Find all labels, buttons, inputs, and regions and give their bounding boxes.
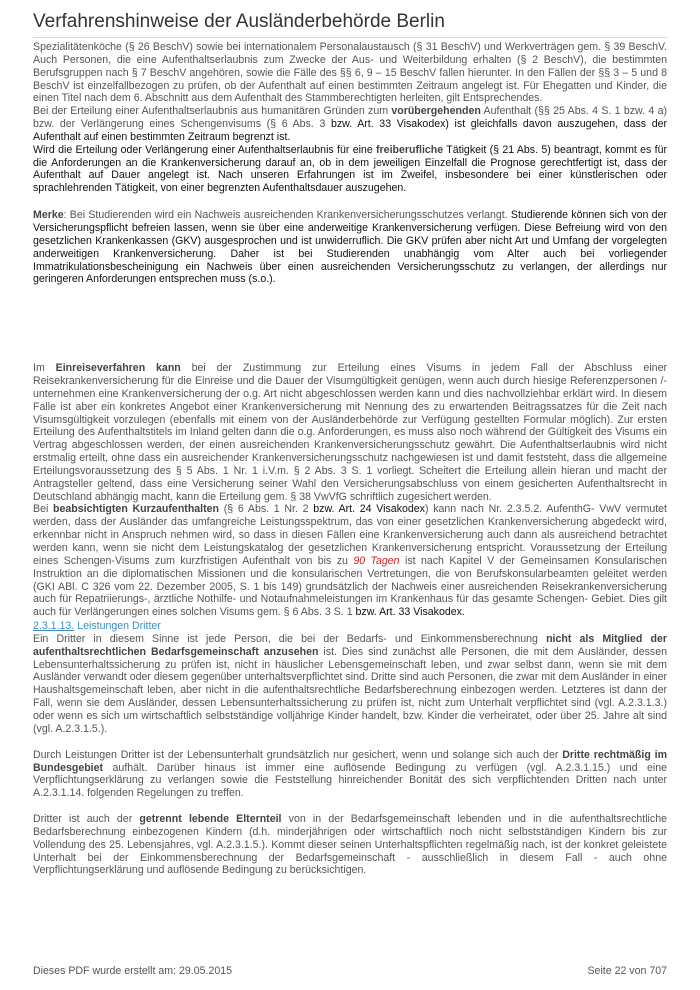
document-body: [33, 41, 667, 877]
paragraph-short-stays: Bei beabsichtigten Kurzaufenthalten (§ 6 Abs. 1 Nr. 2 bzw. Art. 24 Visakodex) kann nach Nr. 2.3.5.2. AufenthG- VwV vermutet werden, dass der Ausländer das umfangreiche Leistungsspektrum, das von einer gesetzlichen Krankenversicherung abgedeckt wird, erkennbar nicht in Anspruch nehmen wird, so dass in diesen Fällen eine Krankenversicherung auch dann als ausreichend betrachtet werden kann, wenn sie nicht dem Leistungskatalog der gesetzlichen Krankenversicherung entspricht. Voraussetzung der Erteilung eines Schengen-Visums zum kurzfristigen Aufenthalt von bis zu 90 Tagen ist nach Kapitel V der Gemeinsamen Konsularischen Instruktion an die diplomatischen Missionen und die konsularischen Vertretungen, die von Berufskonsularbeamten geleitet werden (GKI ABl. C 326 vom 22. Dezember 2005, S. 1 bis 149) grundsätzlich der Nachweis einer ausreichenden Reisekrankenversicherung auch für Repatriierungs-, ärztliche Nothilfe- und Notaufnahmeleistungen im Krankenhaus für das gesamte Schengen- Gebiet. Dies gilt auch für Verlängerungen eines solchen Visums gem. § 6 Abs. 3 S. 1 bzw. Art. 33 Visakodex.: [33, 503, 667, 619]
footer-created-date: Dieses PDF wurde erstellt am: 29.05.2015: [33, 965, 233, 977]
footer-page-number: Seite 22 von 707: [587, 965, 667, 977]
page-title: Verfahrenshinweise der Ausländerbehörde Berlin: [33, 11, 445, 32]
paragraph-third-party-benefits: Durch Leistungen Dritter ist der Lebensunterhalt grundsätzlich nur gesichert, wenn und solange sich auch der Dritte rechtmäßig im Bundesgebiet aufhält. Darüber hinaus ist immer eine auflösende Bedingung zu verfügen (vgl. A.2.3.1.15.) und eine Verpflichtungserklärung zu verlangen sowie die Feststellung hinreichender Bonität des sich verpflichtenden Dritten nach unter A.2.3.1.14. folgenden Regelungen zu treffen.: [33, 748, 667, 800]
highlight-90-days: 90 Tagen: [353, 554, 400, 567]
paragraph-students-note: Merke: Bei Studierenden wird ein Nachweis ausreichenden Krankenversicherungsschutzes verlangt. Studierende können sich von der Versicherungspflicht befreien lassen, wenn sie über eine anderweitige Krankenversicherung verfügen. Diese Befreiung wird von den gesetzlichen Krankenkassen (GKV) ausgesprochen und ist unwiderruflich. Die GKV prüfen aber nicht Art und Umfang der vorgelegten anderweitigen Krankenversicherung. Daher ist bei Studierenden unabhängig vom Alter auch bei vorliegender Immatrikulationsbescheinigung ein Nachweis über einen ausreichenden Versicherungsschutz zu verlangen, der allerdings nur geringeren Anforderungen entsprechen muss (s.o.).: [33, 209, 667, 286]
section-number-link[interactable]: 2.3.1.13.: [33, 620, 75, 633]
paragraph-freelance-activity: Wird die Erteilung oder Verlängerung einer Aufenthaltserlaubnis für eine freiberufliche Tätigkeit (§ 21 Abs. 5) beantragt, kommt es für die Anforderungen an die Krankenversicherung darauf an, ob in dem jeweiligen Einzelfall die Prognose gerechtfertigt ist, dass der Aufenthalt auf Dauer angelegt ist. Nach unseren Erfahrungen ist im Zweifel, insbesondere bei einer künstlerischen oder sprachlehrenden Tätigkeit, von einer begrenzten Aufenthaltsdauer auszugehen.: [33, 143, 667, 195]
section-heading: [33, 620, 667, 633]
paragraph-entry-procedure: Im Einreiseverfahren kann bei der Zustimmung zur Erteilung eines Visums in jedem Fall der Abschluss einer Reisekrankenversicherung für die Einreise und die Dauer der Visumgültigkeit genügen, wenn auch durch hiesige Referenzpersonen /-unternehmen eine Krankenversicherung der o.g. Art nicht abgeschlossen werden kann und dies nachvollziehbar erklärt wird. In diesem Falle ist aber ein konkretes Angebot einer Krankenversicherung mit Nennung des zu erwartenden Beitragssatzes für die Zeit nach Visumsgültigkeit vorzulegen (ebenfalls mit einem von der Ausländerbehörde zur Verfügung gestellten Formular möglich). Zur ersten Erteilung des Aufenthaltstitels im Inland gelten dann die o.g. Anforderungen, es muss also noch während der Gültigkeit des Visums ein Vertrag abgeschlossen werden, der einen ausreichenden Krankenversicherungsschutz gewährt. Die Aufenthaltserlaubnis wird nicht erstmalig erteilt, ohne dass ein ausreichender Krankenversicherungsschutz nachgewiesen ist und damit feststeht, dass die allgemeine Erteilungsvoraussetzung des § 5 Abs. 1 Nr. 1 i.V.m. § 2 Abs. 3 S. 1 vorliegt. Scheitert die Erteilung allein hieran und macht der Antragsteller geltend, dass eine Versicherung seiner Wahl den Versicherungsabschluss von einem gesicherten Aufenthaltsrecht in Deutschland abhängig macht, kann die Erteilung gem. § 38 VwVfG schriftlich zugesichert werden.: [33, 362, 667, 503]
paragraph-employment-groups: Spezialitätenköche (§ 26 BeschV) sowie bei internationalem Personalaustausch (§ 31 BeschV) und Werkverträgen gem. § 39 BeschV. Auch Personen, die eine Aufenthaltserlaubnis zum Zwecke der Aus- und Weiterbildung erhalten (§ 2 BeschV), die bestimmten Berufsgruppen nach § 7 BeschV angehören, sowie die Fälle des §§ 6, 9 – 15 BeschV fallen hierunter. In den Fällen der §§ 3 – 5 und 8 BeschV ist einzelfallbezogen zu prüfen, ob der Aufenthalt auf einen bestimmten Zeitraum angelegt ist. Für Ehegatten und Kinder, die einen Titel nach dem 6. Abschnitt aus dem Aufenthalt des Stammberechtigten herleiten, gilt Entsprechendes.: [33, 41, 667, 105]
paragraph-separated-parent: Dritter ist auch der getrennt lebende Elternteil von in der Bedarfsgemeinschaft lebenden und in die aufenthaltsrechtliche Bedarfsberechnung einbezogenen Kindern (d.h. minderjährigen oder wirtschaftlich noch nicht selbstständigen Kindern bis zur Vollendung des 25. Lebensjahres, vgl. A.2.3.1.5.). Kommt dieser seinen Unterhaltspflichten regelmäßig nach, ist der konkret geleistete Unterhalt bei der Einkommensberechnung der Bedarfsgemeinschaft - ausschließlich in diesem Fall - auch ohne Verpflichtungserklärung und auflösende Bedingung zu berücksichtigen.: [33, 813, 667, 877]
paragraph-humanitarian-residence: Bei der Erteilung einer Aufenthaltserlaubnis aus humanitären Gründen zum vorübergehenden Aufenthalt (§§ 25 Abs. 4 S. 1 bzw. 4 a) bzw. der Verlängerung eines Schengenvisums (§ 6 Abs. 3 bzw. Art. 33 Visakodex) ist gleichfalls davon auszugehen, dass der Aufenthalt auf einen bestimmten Zeitraum begrenzt ist.: [33, 105, 668, 143]
section-title: Leistungen Dritter: [77, 620, 161, 633]
title-divider: [33, 37, 667, 38]
paragraph-third-party-definition: Ein Dritter in diesem Sinne ist jede Person, die bei der Bedarfs- und Einkommensberechnung nicht als Mitglied der aufenthaltsrechtlichen Bedarfsgemeinschaft anzusehen ist. Dies sind zunächst alle Personen, die mit dem Ausländer, dessen Lebensunterhaltssicherung zu prüfen ist, nicht in häuslicher Lebensgemeinschaft leben, und zwar selbst dann, wenn sie mit dem Ausländer verwandt oder diesem gegenüber unterhaltsverpflichtet sind. Dritte sind auch Personen, die zwar mit dem Ausländer in einer Haushaltsgemeinschaft leben, aber nicht in die aufenthaltsrechtliche Bedarfsberechnung einbezogen werden. Letzteres ist dann der Fall, wenn sie dem Ausländer, dessen Lebensunterhaltssicherung zu prüfen ist, nicht zum Unterhalt verpflichtet sind (vgl. A.2.3.1.3.) oder wenn es sich um wirtschaftlich selbstständige volljährige Kinder handelt, bzw. Kinder die verheiratet, oder über 25. Jahre alt sind (vgl. A.2.3.1.5.).: [33, 632, 667, 735]
